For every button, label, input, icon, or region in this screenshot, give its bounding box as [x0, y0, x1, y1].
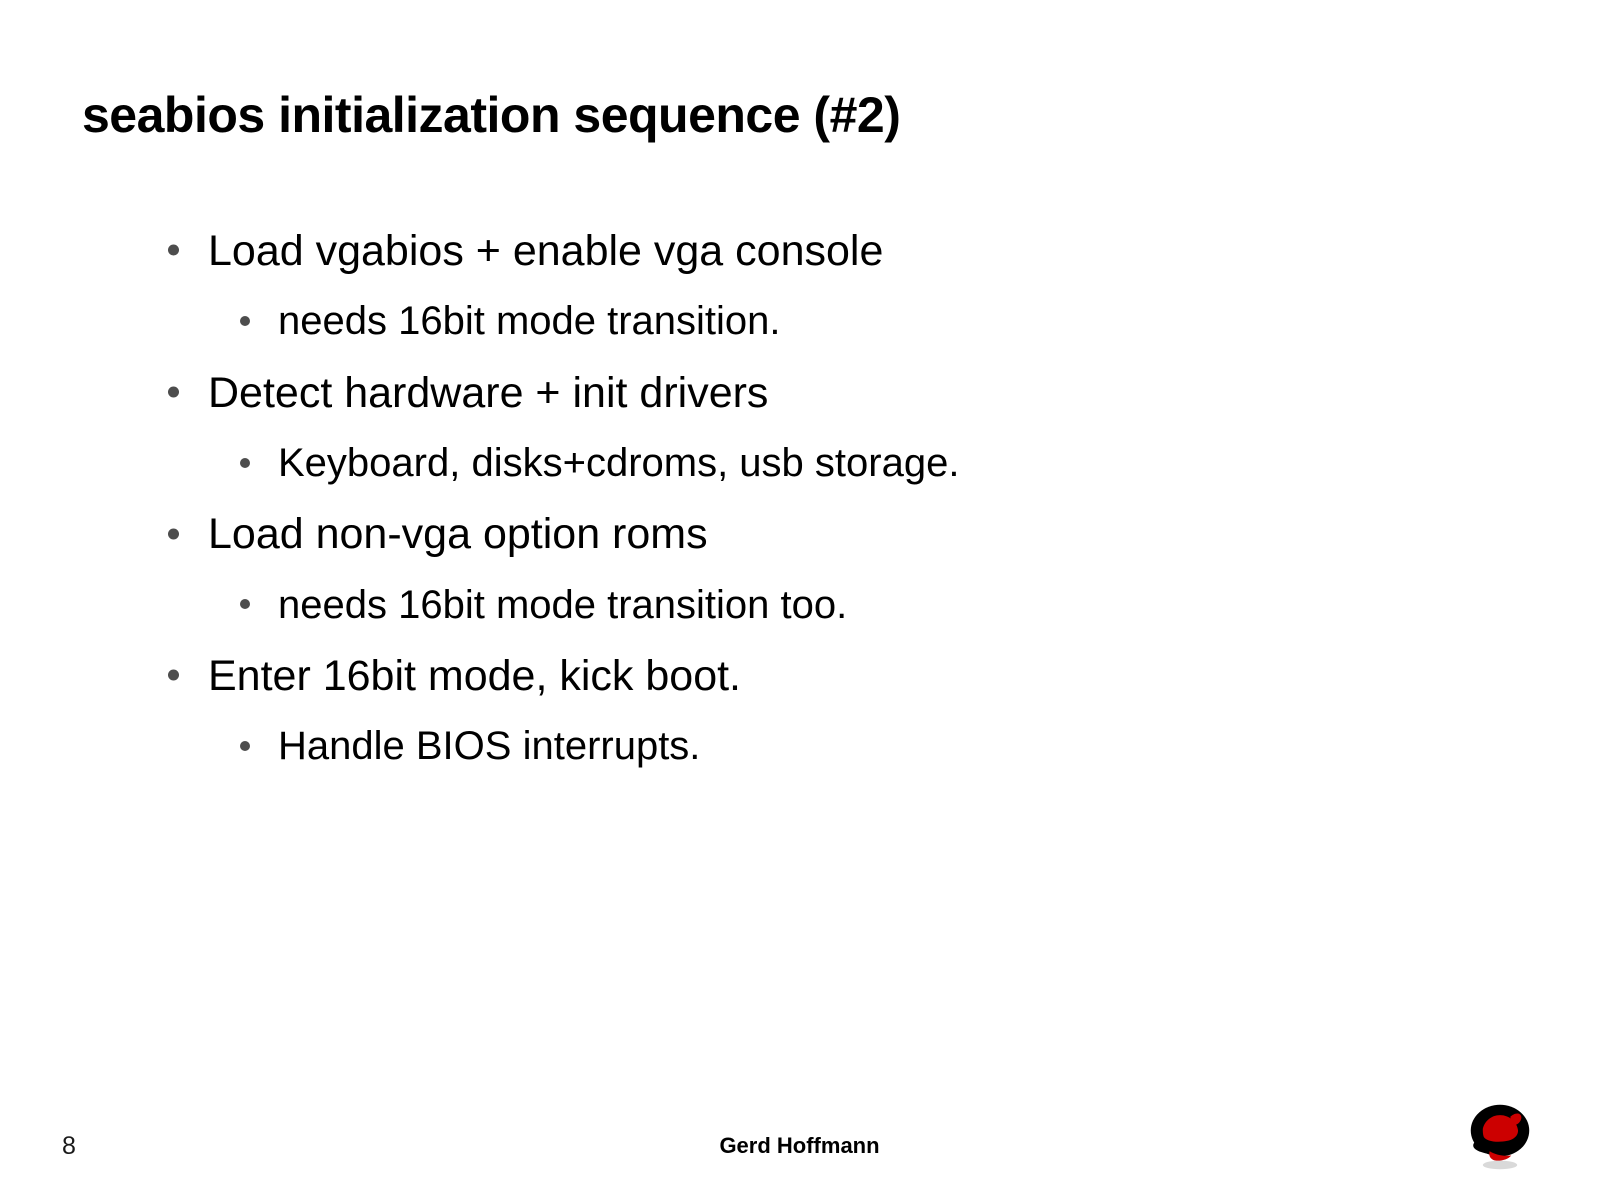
- bullet-dot-icon: [240, 316, 250, 326]
- slide-author: Gerd Hoffmann: [719, 1133, 880, 1158]
- list-item: [150, 370, 1500, 416]
- list-item: [150, 300, 1500, 343]
- list-item-label: Detect hardware + init drivers: [208, 368, 769, 417]
- bullet-list: [150, 228, 1500, 795]
- list-item-label: Keyboard, disks+cdroms, usb storage.: [278, 441, 960, 486]
- slide-page-number: 8: [62, 1132, 76, 1160]
- bullet-dot-icon: [168, 670, 179, 681]
- list-item: [150, 584, 1500, 627]
- bullet-dot-icon: [240, 741, 250, 751]
- bullet-dot-icon: [240, 599, 250, 609]
- list-item: [150, 442, 1500, 485]
- bullet-dot-icon: [240, 458, 250, 468]
- bullet-dot-icon: [168, 528, 179, 539]
- bullet-dot-icon: [168, 386, 179, 397]
- list-item: [150, 228, 1500, 274]
- list-item: [150, 511, 1500, 557]
- list-item-label: Load vgabios + enable vga console: [208, 227, 884, 275]
- list-item: [150, 653, 1500, 699]
- list-item-label: needs 16bit mode transition.: [278, 299, 781, 344]
- list-item-label: Load non-vga option roms: [208, 510, 708, 559]
- list-item-label: Enter 16bit mode, kick boot.: [208, 651, 742, 700]
- list-item-label: Handle BIOS interrupts.: [278, 724, 701, 769]
- bullet-dot-icon: [168, 245, 179, 256]
- list-item: [150, 725, 1500, 768]
- red-hat-shadowman-logo: [1457, 1091, 1543, 1177]
- page-title: seabios initialization sequence (#2): [82, 87, 901, 143]
- list-item-label: needs 16bit mode transition too.: [278, 582, 848, 627]
